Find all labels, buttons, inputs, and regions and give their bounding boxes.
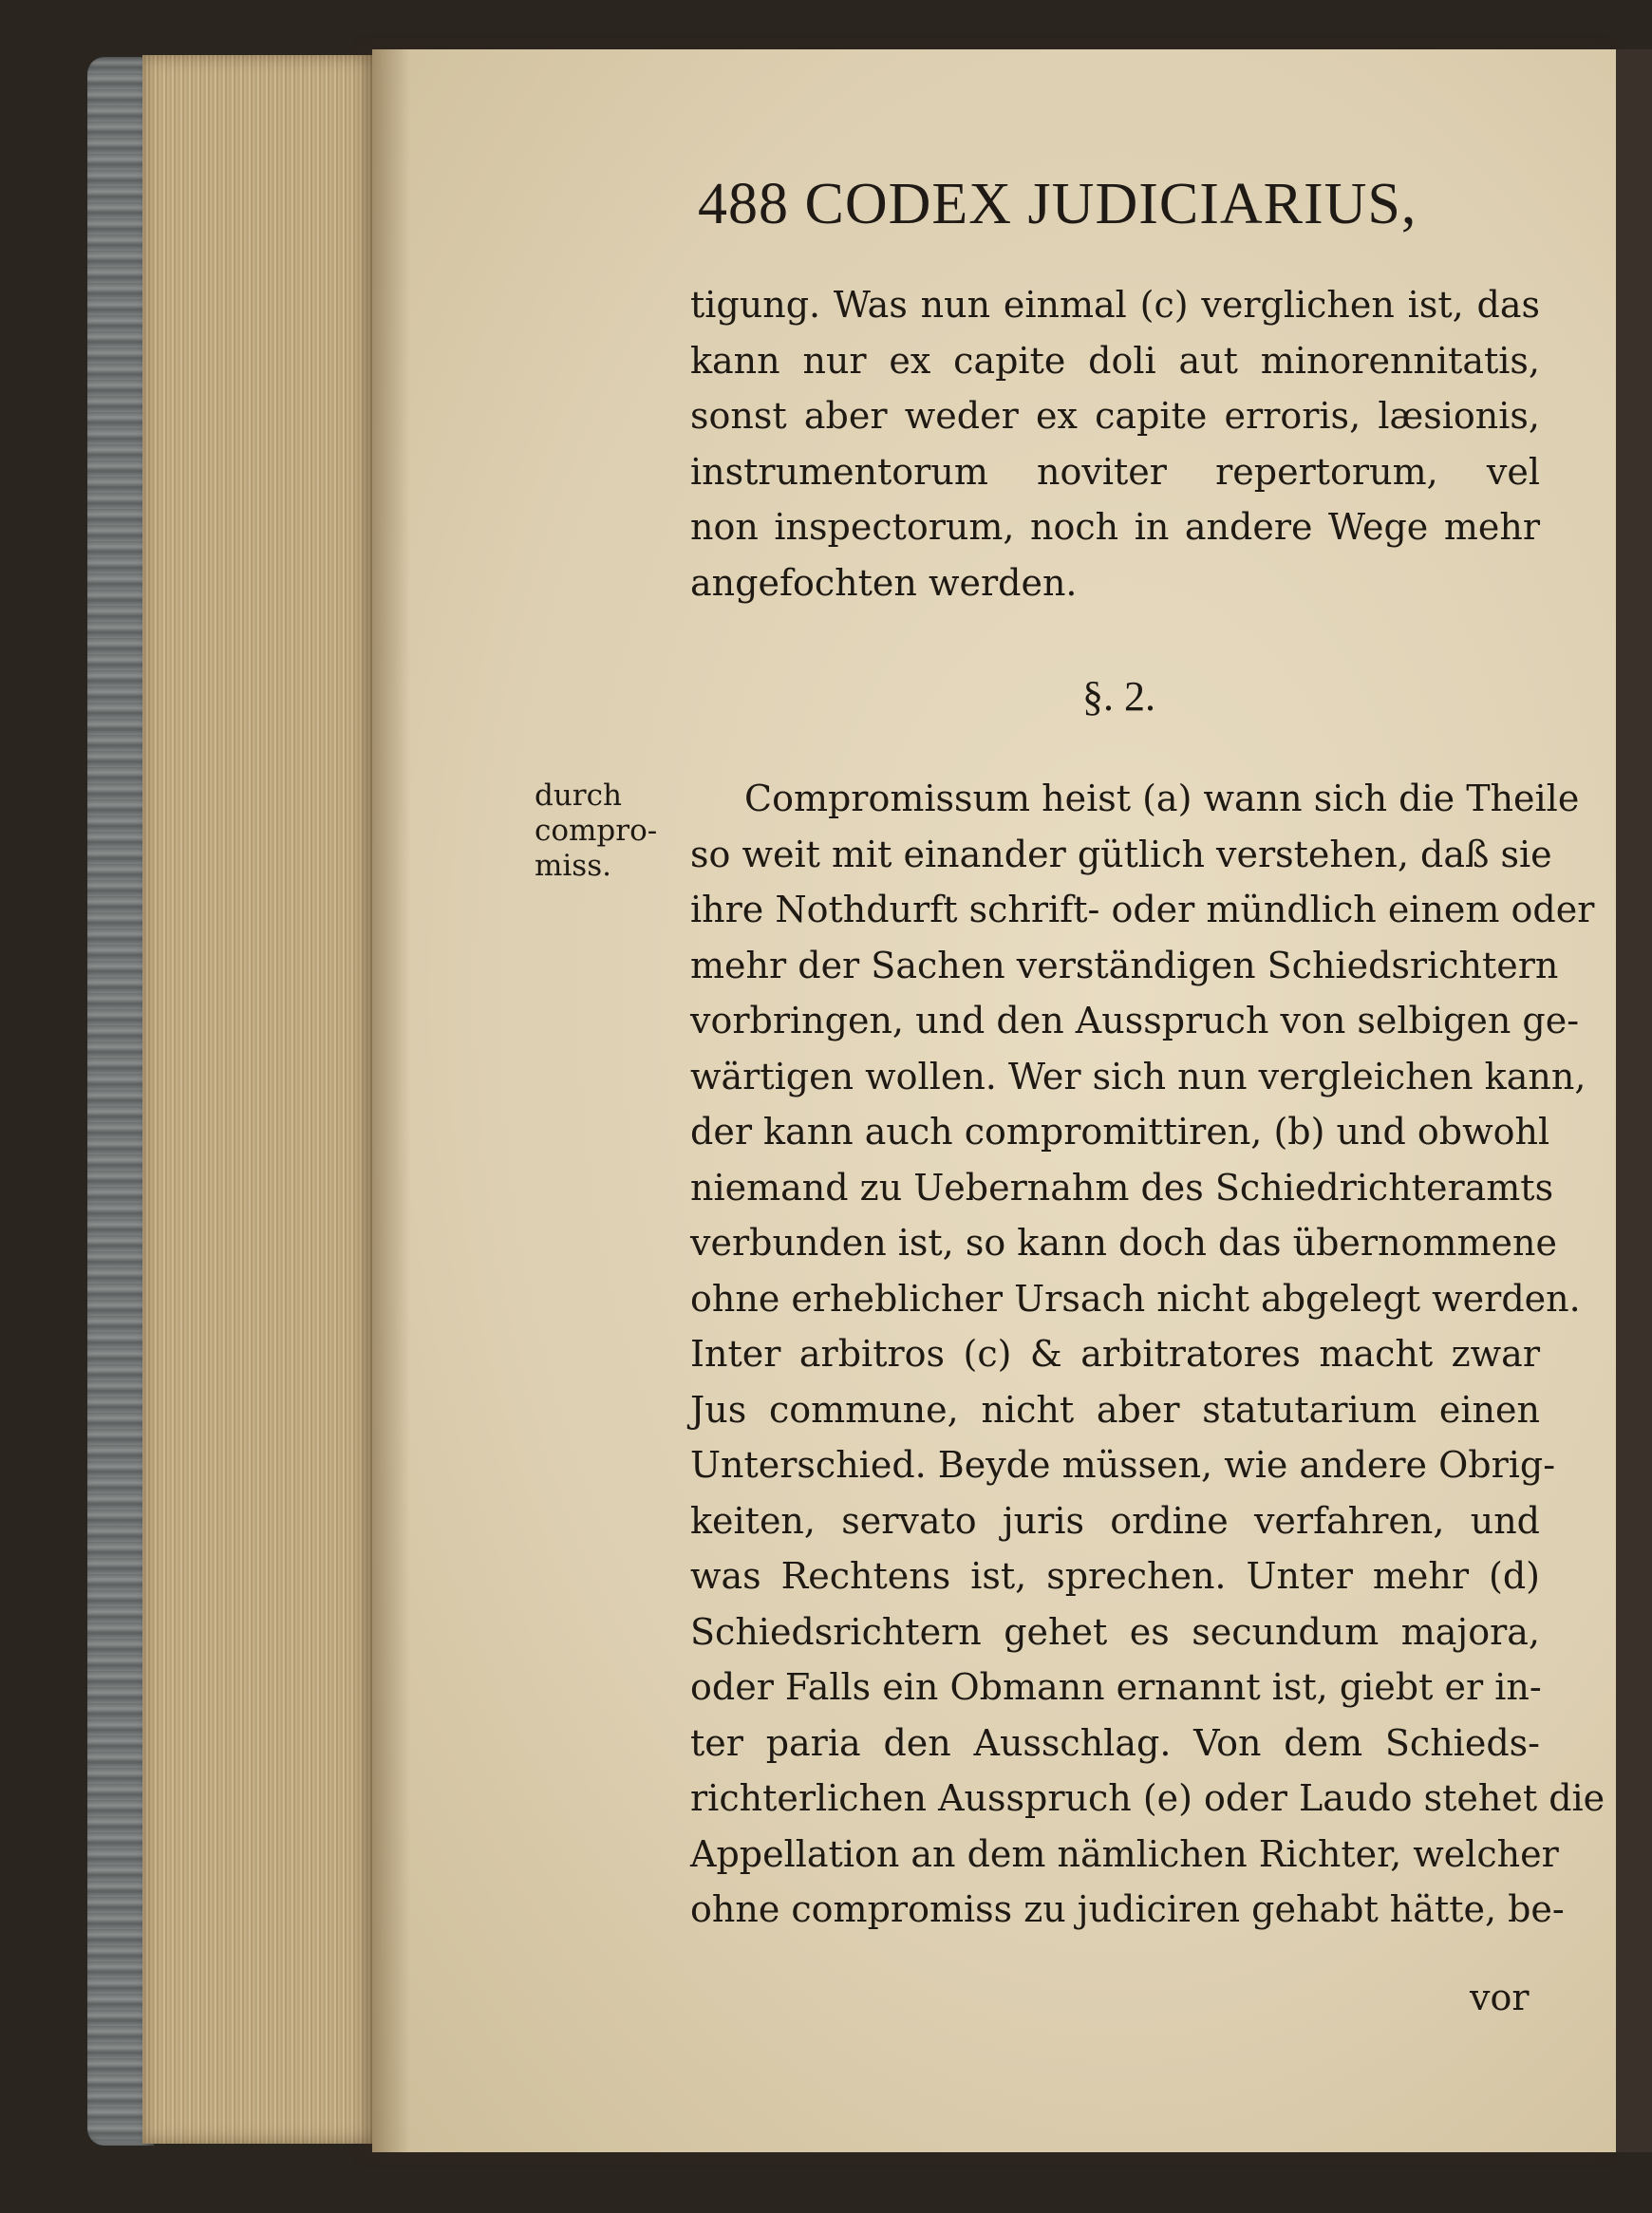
text-line: Jus commune, nicht aber statutarium einen xyxy=(690,1388,1540,1431)
margin-note xyxy=(535,778,677,884)
text-line: ter paria den Ausschlag. Von dem Schieds- xyxy=(690,1721,1540,1764)
text-line: Inter arbitros (c) & arbitratores macht zwar xyxy=(690,1333,1540,1375)
background-strip xyxy=(1616,49,1652,2152)
page-gutter-shadow xyxy=(372,49,410,2152)
text-line: der kann auch compromittiren, (b) und obwohl xyxy=(690,1111,1550,1153)
section-heading: §. 2. xyxy=(1082,673,1155,720)
running-head: 488 CODEX JUDICIARIUS, xyxy=(698,172,1417,236)
text-line: wärtigen wollen. Wer sich nun vergleichen kann, xyxy=(690,1055,1586,1097)
text-line: tigung. Was nun einmal (c) verglichen ist, das xyxy=(690,284,1540,326)
text-line: oder Falls ein Obmann ernannt ist, giebt er in- xyxy=(690,1666,1542,1708)
margin-note-line: durch xyxy=(535,778,622,813)
text-line: non inspectorum, noch in andere Wege mehr xyxy=(690,506,1540,548)
text-line: Compromissum heist (a) wann sich die Theile xyxy=(744,778,1580,819)
text-line: ohne erheblicher Ursach nicht abgelegt werden. xyxy=(690,1277,1581,1320)
text-line: Unterschied. Beyde müssen, wie andere Obrig- xyxy=(690,1444,1556,1486)
text-line: Schiedsrichtern gehet es secundum majora, xyxy=(690,1610,1540,1653)
text-line: verbunden ist, so kann doch das übernommene xyxy=(690,1222,1557,1264)
text-line: was Rechtens ist, sprechen. Unter mehr (d) xyxy=(690,1555,1540,1597)
text-line: keiten, servato juris ordine verfahren, und xyxy=(690,1499,1540,1542)
page-edges xyxy=(142,55,380,2144)
text-line: sonst aber weder ex capite erroris, læsionis, xyxy=(690,395,1540,437)
text-line: niemand zu Uebernahm des Schiedrichteramts xyxy=(690,1166,1554,1209)
text-line: Appellation an dem nämlichen Richter, welcher xyxy=(690,1832,1559,1875)
text-line: so weit mit einander gütlich verstehen, daß sie xyxy=(690,833,1552,875)
text-line: ohne compromiss zu judiciren gehabt hätte, be- xyxy=(690,1888,1565,1930)
margin-note-line: compro- xyxy=(535,814,658,848)
catchword: vor xyxy=(1470,1977,1530,2018)
text-line: mehr der Sachen verständigen Schiedsrichtern xyxy=(690,944,1559,986)
text-line: angefochten werden. xyxy=(690,561,1078,604)
text-line: instrumentorum noviter repertorum, vel xyxy=(690,450,1540,493)
top-paragraph xyxy=(690,277,1540,610)
text-line: vorbringen, und den Ausspruch von selbigen ge- xyxy=(690,1000,1580,1041)
text-line: richterlichen Ausspruch (e) oder Laudo stehet die xyxy=(690,1777,1605,1819)
text-line: kann nur ex capite doli aut minorennitatis, xyxy=(690,339,1540,382)
margin-note-line: miss. xyxy=(535,849,611,883)
text-line: ihre Nothdurft schrift- oder mündlich einem oder xyxy=(690,889,1595,930)
body-paragraph xyxy=(690,771,1605,1938)
